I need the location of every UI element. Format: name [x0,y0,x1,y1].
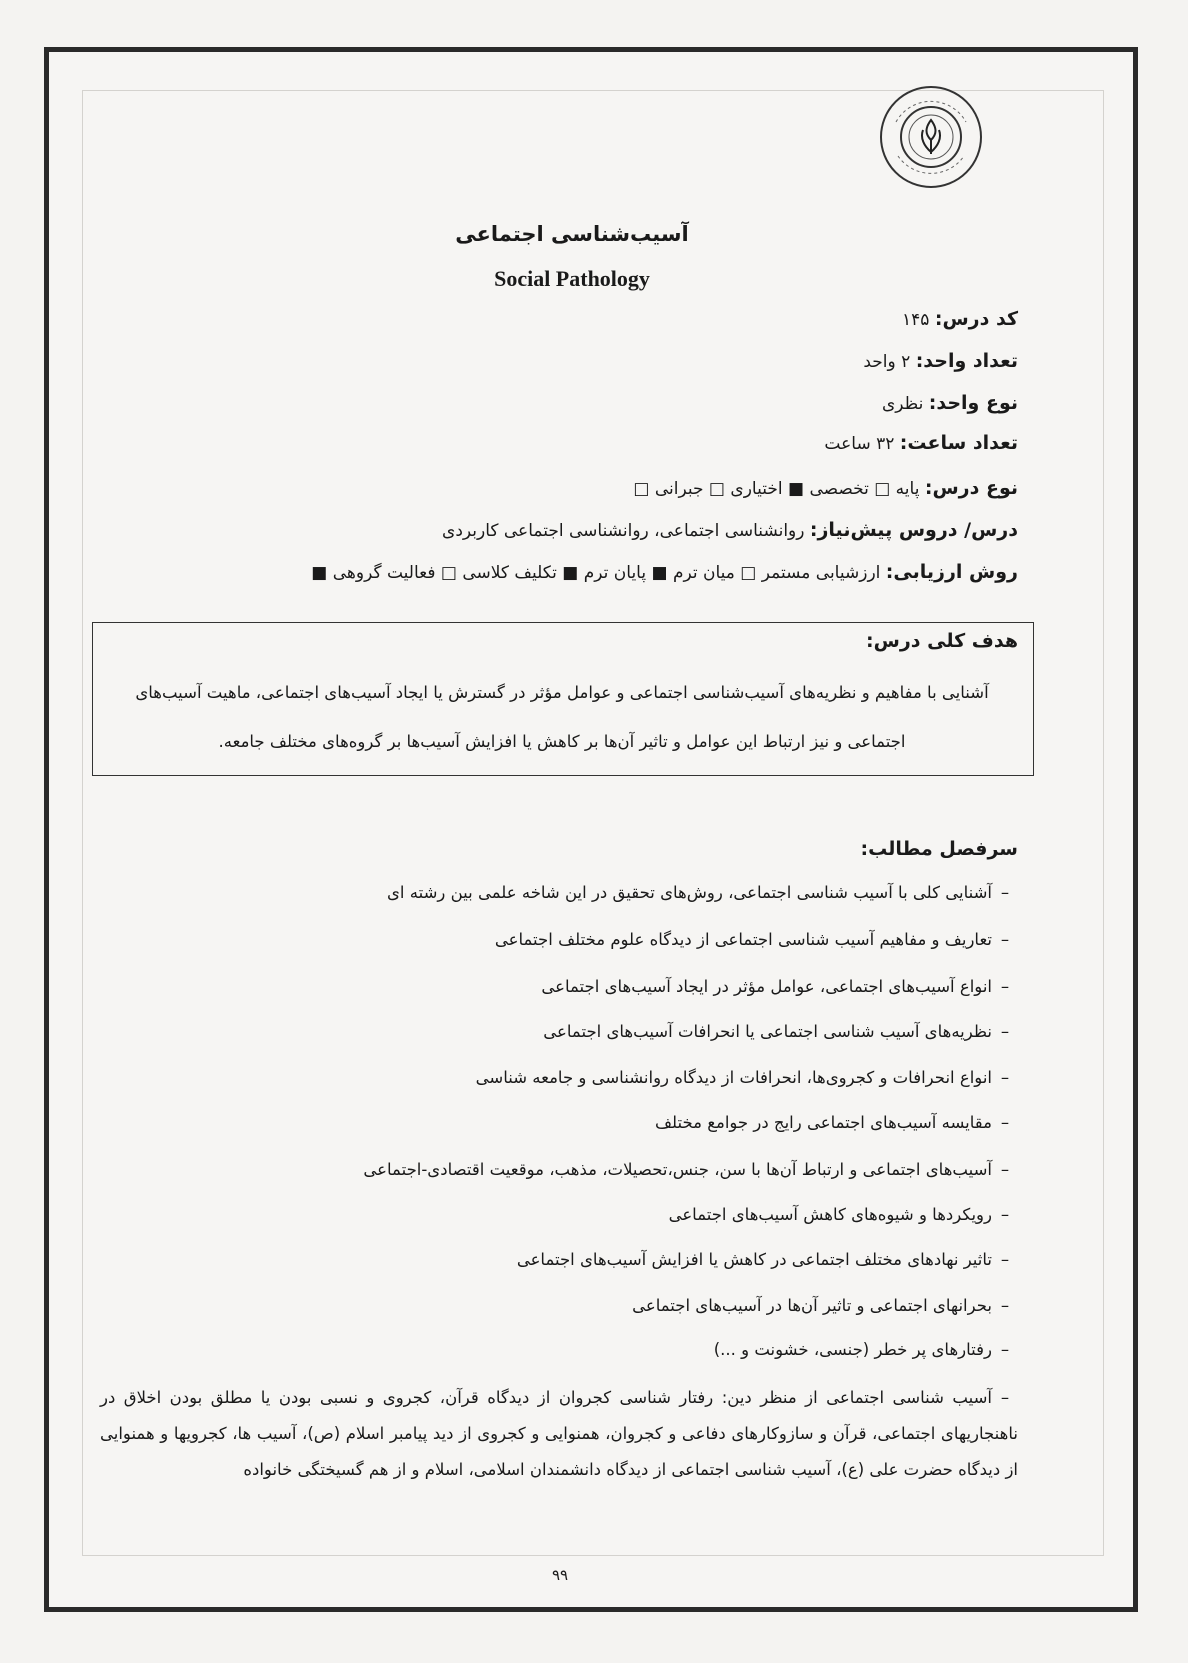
topic-item [541,977,1018,996]
course-code-value: ۱۴۵ [902,310,930,330]
topic-text: تاثیر نهادهای مختلف اجتماعی در کاهش یا افزایش آسیب‌های اجتماعی [516,1250,992,1269]
topic-item [655,1113,1018,1132]
topic-text: بحرانهای اجتماعی و تاثیر آن‌ها در آسیب‌های اجتماعی [632,1296,992,1315]
prerequisite-value: روانشناسی اجتماعی، روانشناسی اجتماعی کاربردی [442,521,805,541]
topic-item [387,883,1018,902]
topic-item [632,1296,1018,1315]
topic-dash: – [1000,1068,1010,1087]
topic-dash: – [1000,1388,1010,1407]
topic-text: انواع آسیب‌های اجتماعی، عوامل مؤثر در ایجاد آسیب‌های اجتماعی [541,977,992,996]
course-goal-text: آشنایی با مفاهیم و نظریه‌های آسیب‌شناسی اجتماعی و عوامل مؤثر در گسترش یا ایجاد آسیب‌های اجتماعی، ماهیت آسیب‌های اجتماعی و نیز ارتباط این عوامل و تاثیر آن‌ها بر کاهش یا افزایش آسیب‌ها بر گروه‌های مختلف جامعه. [135,683,989,751]
topic-item [363,1160,1018,1179]
ministry-seal-icon [876,82,986,192]
topic-item [100,1380,1018,1488]
evaluation-options: ارزشیابی مستمر □ میان ترم ■ پایان ترم ■ تکلیف کلاسی □ فعالیت گروهی ■ [311,563,881,583]
topics-heading: سرفصل مطالب: [860,838,1018,860]
topic-dash: – [1000,1250,1010,1269]
units-value: ۲ واحد [863,352,911,372]
course-goal-heading: هدف کلی درس: [866,630,1018,652]
course-title-persian: آسیب‌شناسی اجتماعی [455,222,689,246]
hours-label: تعداد ساعت: [899,432,1018,454]
topic-text: مقایسه آسیب‌های اجتماعی رایج در جوامع مختلف [654,1113,992,1132]
course-type-label: نوع درس: [924,477,1018,499]
hours-row [824,432,1018,454]
course-code-label: کد درس: [934,308,1018,330]
unit-type-row [882,392,1018,414]
topic-dash: – [1000,977,1010,996]
topic-item [476,1068,1018,1087]
unit-type-value: نظری [881,394,924,414]
topic-dash: – [1000,1022,1010,1041]
prerequisite-row [442,519,1018,541]
topic-text: آسیب شناسی اجتماعی از منظر دین: رفتار شناسی کجروان از دیدگاه قرآن، کجروی و نسبی بودن یا مطلق بودن اخلاق در ناهنجاریهای اجتماعی، قرآن و سازوکارهای دفاعی و کجروان، همنوایی و کجروی از دید پیامبر اسلام (ص)، آسیب ها، کجرویها و همنوایی از دیدگاه حضرت علی (ع)، آسیب شناسی اجتماعی از دیدگاه دانشمندان اسلامی، اسلام و از هم گسیختگی خانواده [100,1388,1018,1479]
topic-dash: – [1000,1205,1010,1224]
topic-text: نظریه‌های آسیب شناسی اجتماعی یا انحرافات آسیب‌های اجتماعی [543,1022,992,1041]
topic-dash: – [1000,883,1010,902]
prerequisite-label: درس/ دروس پیش‌نیاز: [809,519,1018,541]
topic-dash: – [1000,1296,1010,1315]
topic-text: آشنایی کلی با آسیب شناسی اجتماعی، روش‌های تحقیق در این شاخه علمی بین رشته ای [387,883,992,902]
course-title-english: Social Pathology [494,266,650,291]
topic-dash: – [1000,930,1010,949]
unit-type-label: نوع واحد: [928,392,1018,414]
units-row [863,350,1018,372]
topic-text: انواع انحرافات و کجروی‌ها، انحرافات از دیدگاه روانشناسی و جامعه شناسی [475,1068,992,1087]
topic-dash: – [1000,1160,1010,1179]
course-code-row [902,308,1018,330]
units-label: تعداد واحد: [915,350,1018,372]
topic-text: رفتارهای پر خطر (جنسی، خشونت و ...) [713,1340,992,1359]
topic-text: تعاریف و مفاهیم آسیب شناسی اجتماعی از دیدگاه علوم مختلف اجتماعی [494,930,992,949]
topic-item [669,1205,1018,1224]
topic-item [517,1250,1018,1269]
topic-dash: – [1000,1340,1010,1359]
topic-item [543,1022,1018,1041]
page-number: ۹۹ [551,1566,569,1584]
hours-value: ۳۲ ساعت [824,434,895,454]
evaluation-row [311,561,1018,583]
topic-text: آسیب‌های اجتماعی و ارتباط آن‌ها با سن، جنس،تحصیلات، مذهب، موقعیت اقتصادی-اجتماعی [363,1160,992,1179]
topic-text: رویکردها و شیوه‌های کاهش آسیب‌های اجتماعی [668,1205,992,1224]
course-type-row [633,477,1018,499]
topic-item [714,1340,1018,1359]
course-type-options: پایه □ تخصصی ■ اختیاری □ جبرانی □ [633,479,920,499]
topic-dash: – [1000,1113,1010,1132]
topic-item [495,930,1018,949]
evaluation-label: روش ارزیابی: [885,561,1018,583]
